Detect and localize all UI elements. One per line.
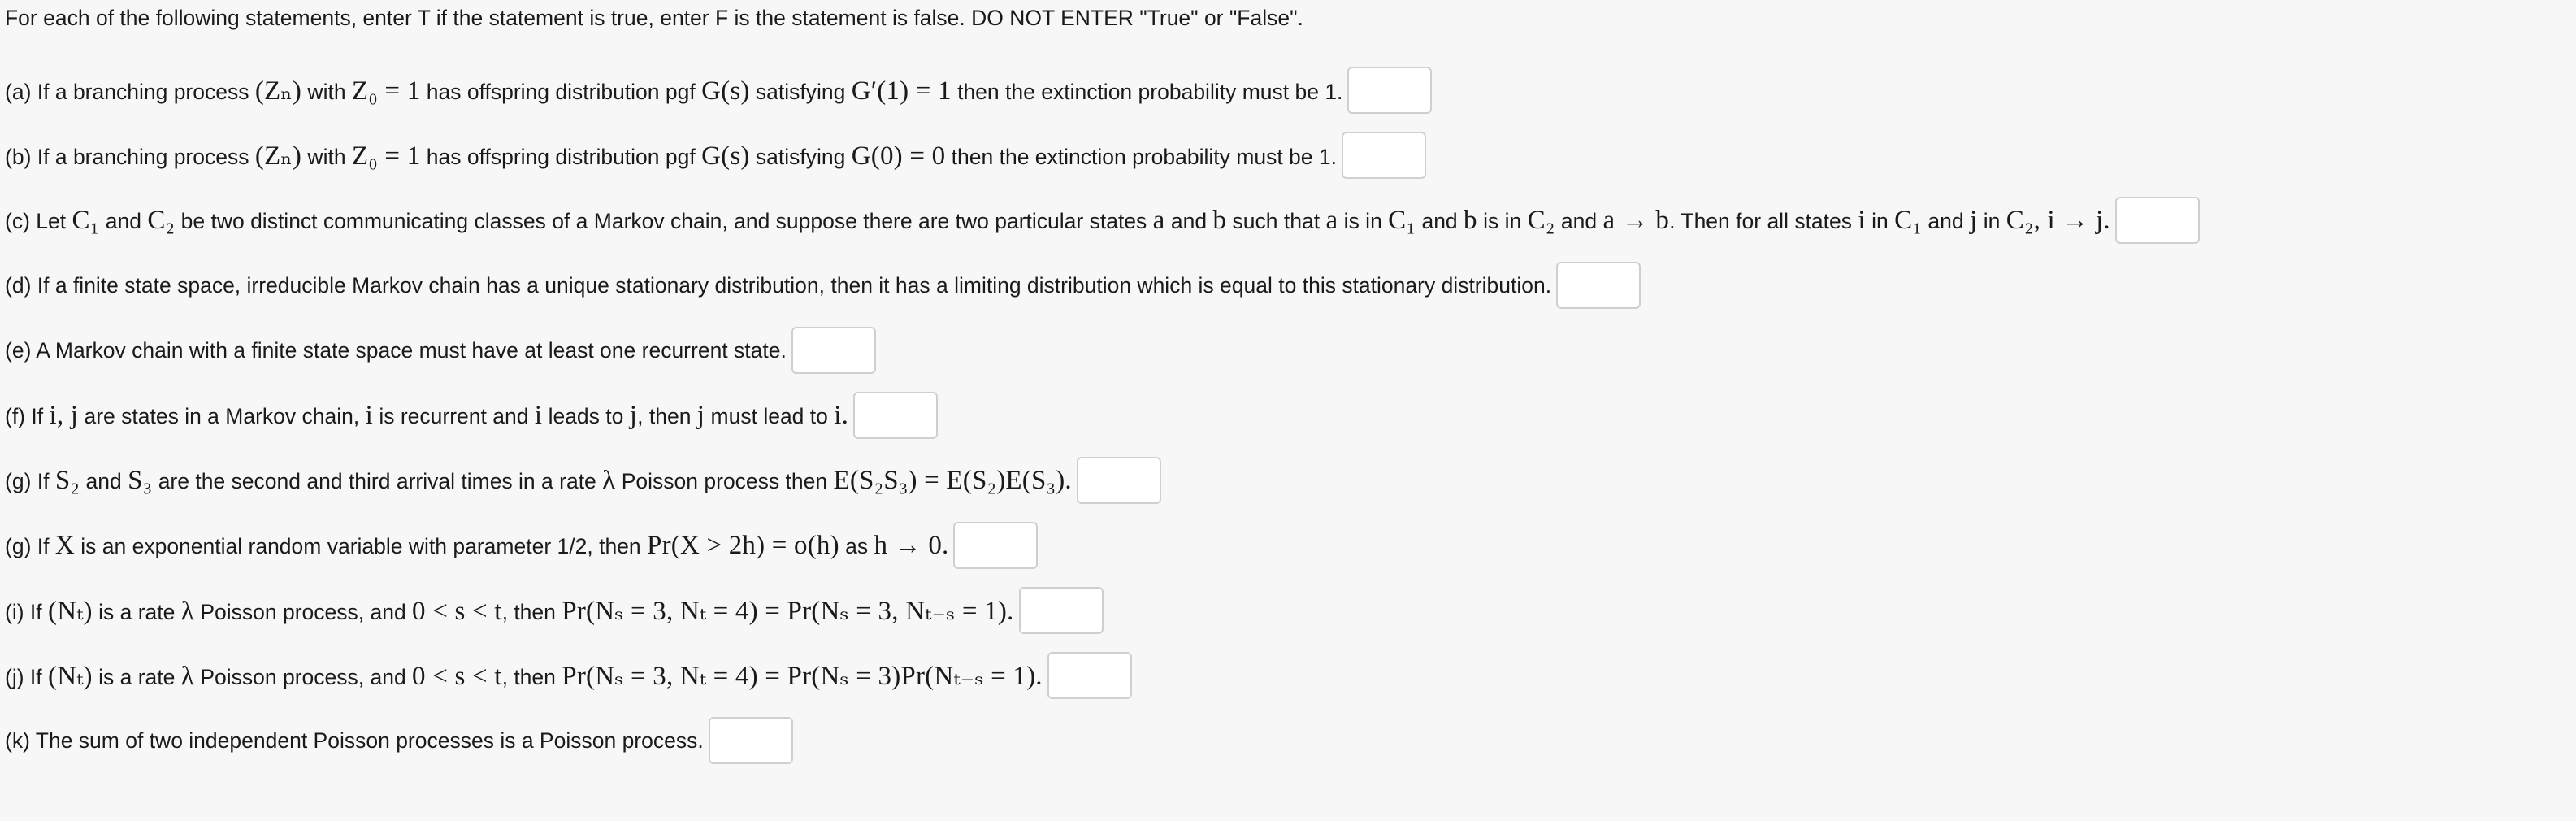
statement-text: such that bbox=[1226, 208, 1326, 233]
statement-text: with bbox=[301, 80, 352, 104]
statement-text: , then bbox=[501, 600, 562, 624]
question-i-statement bbox=[5, 594, 1014, 627]
math-expression: G(s) bbox=[701, 141, 750, 171]
answer-input-k[interactable] bbox=[709, 717, 793, 764]
answer-input-g2[interactable] bbox=[953, 522, 1038, 569]
statement-text: (j) If bbox=[5, 665, 48, 689]
statement-text: then the extinction probability must be 1. bbox=[951, 80, 1343, 104]
question-j bbox=[5, 650, 1132, 701]
statement-text: is in bbox=[1338, 208, 1389, 233]
answer-input-i[interactable] bbox=[1019, 587, 1104, 634]
statement-text: are the second and third arrival times in a rate bbox=[152, 468, 603, 493]
answer-input-b[interactable] bbox=[1342, 132, 1426, 179]
statement-text: and bbox=[1555, 208, 1603, 233]
answer-input-d[interactable] bbox=[1556, 262, 1641, 309]
statement-text: satisfying bbox=[749, 80, 852, 104]
math-expression: Pr(X > 2h) = o(h) bbox=[647, 530, 839, 560]
math-expression: b bbox=[1212, 205, 1227, 235]
statement-text: is a rate bbox=[92, 600, 181, 624]
statement-text: is an exponential random variable with parameter 1/2, then bbox=[74, 533, 648, 558]
statement-text: Poisson process then bbox=[615, 468, 834, 493]
math-expression: S₃ bbox=[128, 465, 153, 495]
statement-text: (g) If bbox=[5, 468, 55, 493]
statement-text: , then bbox=[501, 665, 562, 689]
question-i bbox=[5, 585, 1104, 636]
math-expression: j bbox=[629, 400, 638, 430]
question-k-statement bbox=[5, 728, 704, 754]
statement-text: then the extinction probability must be 1. bbox=[945, 145, 1337, 169]
statement-text: in bbox=[1977, 208, 2006, 233]
statement-text: (i) If bbox=[5, 600, 48, 624]
question-g2-statement bbox=[5, 531, 948, 561]
math-expression: Z₀ = 1 bbox=[351, 141, 421, 171]
statement-text: and bbox=[99, 208, 148, 233]
math-expression: j bbox=[1970, 205, 1978, 235]
question-f bbox=[5, 390, 938, 441]
statement-text: and bbox=[1922, 208, 1970, 233]
math-expression: j bbox=[696, 400, 705, 430]
math-expression: E(S₂S₃) = E(S₂)E(S₃). bbox=[833, 465, 1072, 495]
question-a bbox=[5, 65, 1432, 115]
math-expression: (Nₜ) bbox=[48, 662, 93, 691]
math-expression: i. bbox=[834, 400, 849, 430]
statement-text: (a) If a branching process bbox=[5, 80, 255, 104]
math-expression: Pr(Nₛ = 3, Nₜ = 4) = Pr(Nₛ = 3)Pr(Nₜ₋ₛ = 1). bbox=[562, 662, 1043, 691]
math-expression: i, j bbox=[49, 400, 79, 430]
statement-text: has offspring distribution pgf bbox=[420, 145, 702, 169]
math-expression: 0 < s < t bbox=[412, 597, 502, 626]
statement-text: be two distinct communicating classes of a Markov chain, and suppose there are two particular states bbox=[175, 208, 1153, 233]
question-b-statement bbox=[5, 139, 1337, 172]
math-expression: (Nₜ) bbox=[48, 597, 93, 626]
math-expression: i bbox=[1858, 205, 1866, 235]
math-expression: C₂ bbox=[147, 205, 176, 235]
statement-text: is recurrent and bbox=[372, 403, 535, 428]
question-e-statement bbox=[5, 338, 787, 363]
math-expression: λ bbox=[180, 597, 194, 626]
question-f-statement bbox=[5, 401, 848, 431]
statement-text: and bbox=[80, 468, 128, 493]
statement-text: and bbox=[1164, 208, 1213, 233]
math-expression: C₁ bbox=[72, 205, 100, 235]
math-expression: X bbox=[54, 530, 75, 560]
answer-input-a[interactable] bbox=[1347, 67, 1432, 114]
question-b bbox=[5, 130, 1426, 180]
math-expression: i bbox=[365, 400, 373, 430]
math-expression: a bbox=[1152, 205, 1165, 235]
math-expression: i bbox=[534, 400, 543, 430]
answer-input-g1[interactable] bbox=[1077, 457, 1161, 504]
answer-input-e[interactable] bbox=[791, 327, 876, 374]
instructions-text: For each of the following statements, enter T if the statement is true, enter F is the statement is false. DO NOT ENTER "True" or "False". bbox=[5, 6, 1303, 30]
math-expression: λ bbox=[180, 662, 194, 691]
math-expression: (Zₙ) bbox=[254, 141, 302, 171]
math-expression: G′(1) = 1 bbox=[851, 76, 952, 106]
question-g2 bbox=[5, 520, 1038, 571]
statement-text: Poisson process, and bbox=[193, 665, 413, 689]
question-d-statement bbox=[5, 273, 1551, 298]
math-expression: a bbox=[1325, 205, 1338, 235]
question-e bbox=[5, 325, 876, 376]
math-expression: Z₀ = 1 bbox=[351, 76, 421, 106]
question-a-statement bbox=[5, 74, 1342, 106]
statement-text: is a rate bbox=[92, 665, 181, 689]
answer-input-j[interactable] bbox=[1047, 652, 1132, 699]
statement-text: Poisson process, and bbox=[193, 600, 413, 624]
question-k bbox=[5, 715, 793, 766]
question-g1 bbox=[5, 455, 1161, 506]
math-expression: a → b bbox=[1602, 205, 1670, 235]
statement-text: leads to bbox=[542, 403, 630, 428]
statement-text: (c) Let bbox=[5, 208, 72, 233]
question-g1-statement bbox=[5, 466, 1072, 496]
math-expression: G(0) = 0 bbox=[851, 141, 946, 171]
statement-text: and bbox=[1416, 208, 1464, 233]
statement-text: as bbox=[839, 533, 874, 558]
question-j-statement bbox=[5, 659, 1043, 692]
statement-text: , then bbox=[637, 403, 697, 428]
math-expression: C₁ bbox=[1894, 205, 1923, 235]
math-expression: C₁ bbox=[1388, 205, 1416, 235]
statement-text: (d) If a finite state space, irreducible Markov chain has a unique stationary distribution, then it has a limiting distribution which is equal to this stationary distribution. bbox=[5, 272, 1552, 298]
question-d bbox=[5, 260, 1641, 311]
math-expression: G(s) bbox=[701, 76, 750, 106]
statement-text: (f) If bbox=[5, 403, 50, 428]
statement-text: must lead to bbox=[705, 403, 835, 428]
statement-text: in bbox=[1865, 208, 1895, 233]
math-expression: λ bbox=[602, 465, 616, 495]
math-expression: C₂, i → j. bbox=[2006, 205, 2110, 235]
statement-text: has offspring distribution pgf bbox=[420, 80, 702, 104]
statement-text: (e) A Markov chain with a finite state space must have at least one recurrent state. bbox=[5, 337, 787, 363]
question-c bbox=[5, 195, 2200, 245]
math-expression: C₂ bbox=[1527, 205, 1555, 235]
math-expression: b bbox=[1464, 205, 1477, 235]
statement-text: is in bbox=[1477, 208, 1528, 233]
math-expression: (Zₙ) bbox=[254, 76, 302, 106]
statement-text: (k) The sum of two independent Poisson processes is a Poisson process. bbox=[5, 728, 704, 753]
statement-text: with bbox=[301, 145, 352, 169]
math-expression: Pr(Nₛ = 3, Nₜ = 4) = Pr(Nₛ = 3, Nₜ₋ₛ = 1). bbox=[562, 597, 1014, 626]
statement-text: (b) If a branching process bbox=[5, 145, 255, 169]
answer-input-c[interactable] bbox=[2115, 197, 2200, 244]
statement-text: . Then for all states bbox=[1669, 208, 1858, 233]
answer-input-f[interactable] bbox=[853, 392, 938, 439]
question-c-statement bbox=[5, 206, 2110, 236]
math-expression: h → 0. bbox=[874, 530, 949, 560]
math-expression: S₂ bbox=[54, 465, 80, 495]
statement-text: are states in a Markov chain, bbox=[78, 403, 366, 428]
statement-text: satisfying bbox=[749, 145, 852, 169]
statement-text: (g) If bbox=[5, 533, 55, 558]
math-expression: 0 < s < t bbox=[412, 662, 502, 691]
